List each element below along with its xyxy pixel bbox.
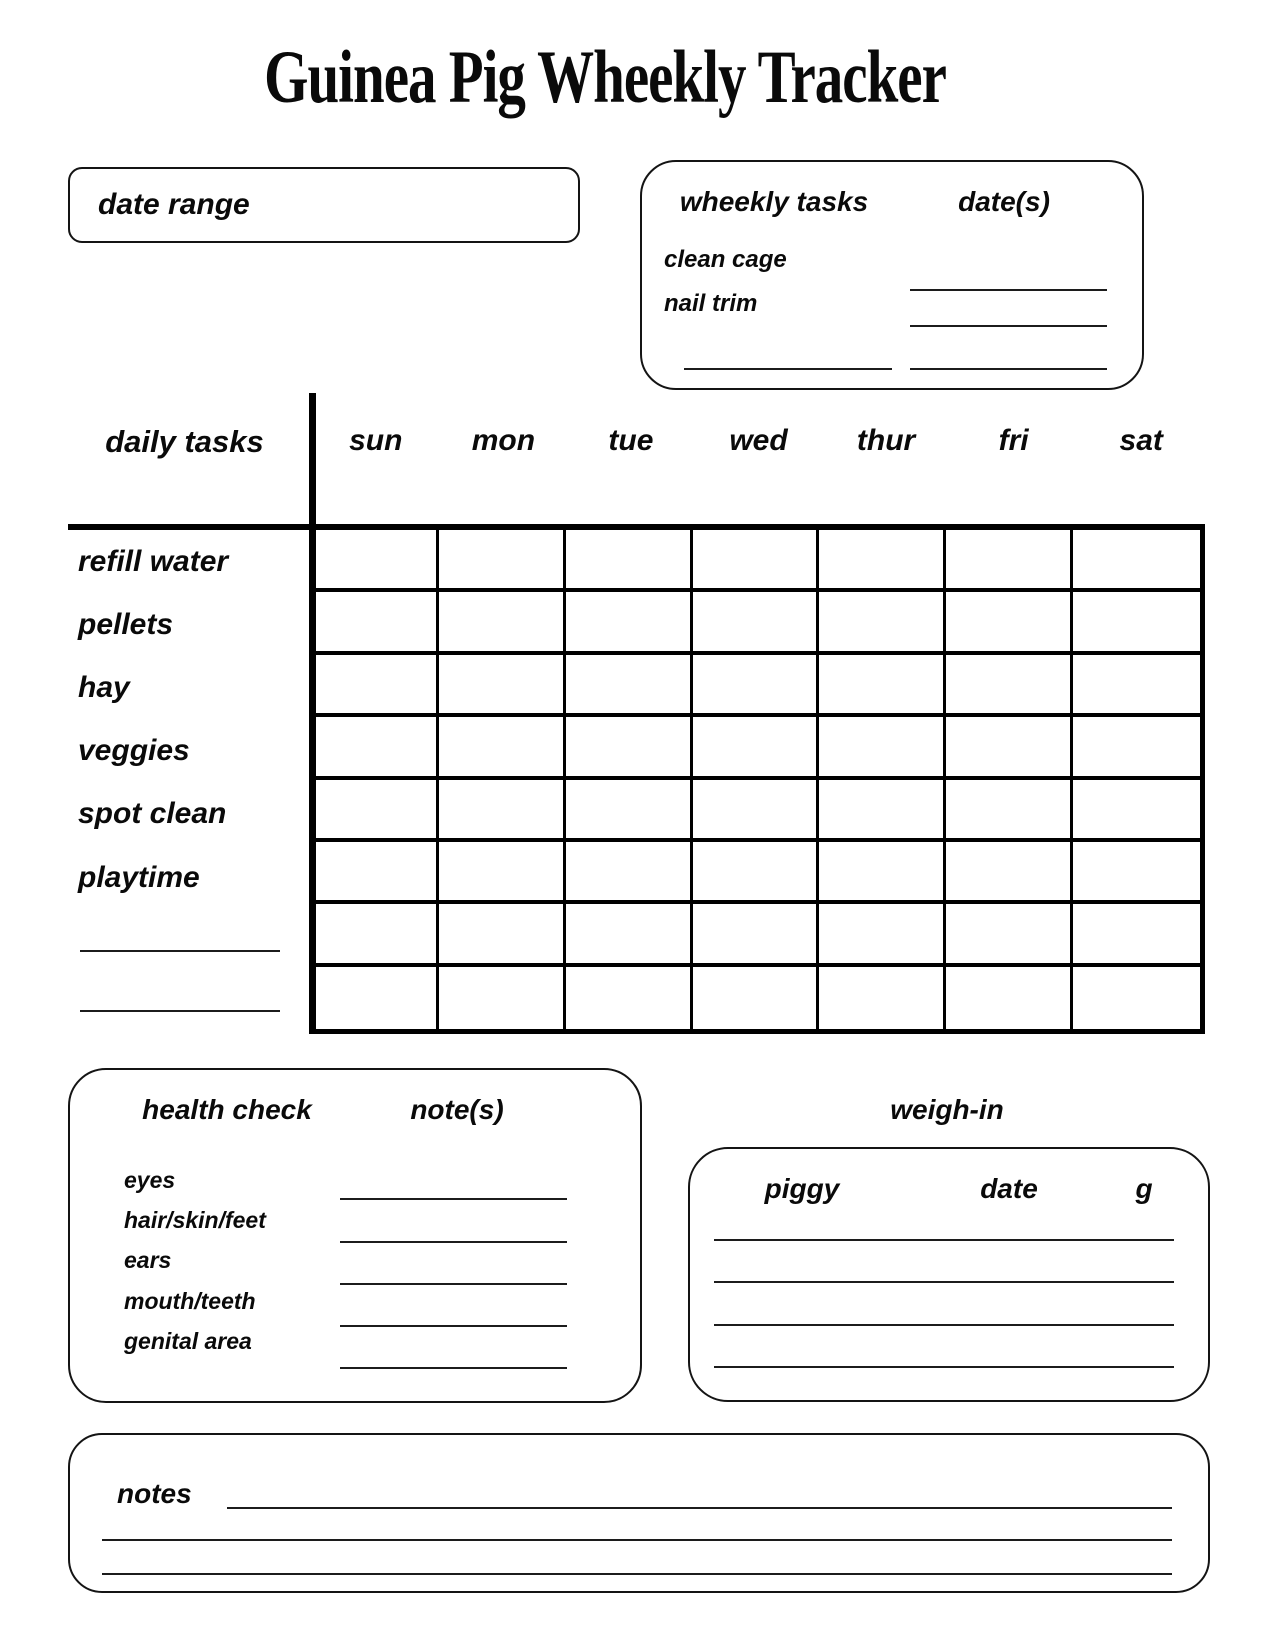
weigh-in-blank-line: [714, 1241, 1174, 1284]
grid-cell: [819, 904, 946, 966]
grid-cell: [312, 530, 439, 592]
grid-cell: [819, 655, 946, 717]
grid-cell: [439, 780, 566, 842]
grid-cell: [566, 717, 693, 779]
health-check-item: eyes: [124, 1166, 176, 1193]
grid-cell: [946, 842, 1073, 904]
grid-cell: [946, 904, 1073, 966]
grid-cell: [312, 904, 439, 966]
grid-cell: [819, 967, 946, 1029]
grid-cell: [1073, 655, 1200, 717]
grid-cell: [693, 967, 820, 1029]
health-check-item: mouth/teeth: [124, 1287, 256, 1314]
date-blank-line: [910, 325, 1107, 327]
weekly-tasks-box: [640, 160, 1144, 390]
grid-cell: [439, 592, 566, 654]
day-header: tue: [608, 424, 654, 457]
grid-cell: [439, 842, 566, 904]
grid-cell: [566, 530, 693, 592]
grid-cell: [566, 967, 693, 1029]
weekly-tasks-header: wheekly tasks: [679, 186, 869, 217]
grid-cell: [312, 842, 439, 904]
health-notes-header: note(s): [410, 1094, 504, 1125]
weekly-task-label: nail trim: [664, 290, 758, 317]
weigh-in-box: [688, 1147, 1210, 1402]
weekly-dates-header: date(s): [958, 186, 1050, 217]
grid-cell: [693, 780, 820, 842]
day-header: thur: [856, 424, 916, 457]
note-blank-line: [340, 1200, 567, 1242]
weigh-in-blank-line: [714, 1198, 1174, 1241]
grid-cell: [1073, 967, 1200, 1029]
grid-cell: [946, 592, 1073, 654]
daily-task-label: spot clean: [78, 797, 227, 831]
grid-cell: [439, 530, 566, 592]
grid-cell: [693, 655, 820, 717]
daily-tasks-header: daily tasks: [105, 424, 264, 459]
day-header-row: [312, 424, 1205, 458]
daily-task-list: [78, 530, 303, 909]
grid-cell: [439, 904, 566, 966]
grid-cell: [312, 655, 439, 717]
grid-cell: [946, 780, 1073, 842]
grid-cell: [1073, 717, 1200, 779]
day-header: sat: [1119, 424, 1163, 457]
grid-cell: [312, 780, 439, 842]
notes-blank-line: [102, 1573, 1172, 1575]
grid-cell: [819, 717, 946, 779]
date-blank-line: [910, 368, 1107, 370]
grid-cell: [312, 592, 439, 654]
note-blank-line: [340, 1243, 567, 1285]
grid-cell: [566, 904, 693, 966]
health-check-items: [124, 1160, 266, 1361]
grid-cell: [312, 967, 439, 1029]
grid-cell: [693, 530, 820, 592]
grid-cell: [1073, 904, 1200, 966]
daily-task-label: pellets: [78, 607, 174, 641]
grid-cell: [946, 655, 1073, 717]
grid-cell: [566, 592, 693, 654]
grid-cell: [1073, 592, 1200, 654]
notes-blank-line: [227, 1507, 1172, 1509]
day-header: sun: [349, 424, 403, 457]
note-blank-line: [340, 1158, 567, 1200]
daily-task-grid: [312, 530, 1205, 1034]
date-blank-line: [910, 289, 1107, 291]
grid-cell: [566, 842, 693, 904]
health-check-item: hair/skin/feet: [124, 1206, 266, 1233]
grid-cell: [693, 842, 820, 904]
health-check-header: health check: [142, 1094, 312, 1125]
health-check-box: [68, 1068, 642, 1403]
grid-cell: [946, 717, 1073, 779]
notes-header: notes: [117, 1478, 192, 1509]
grid-cell: [439, 717, 566, 779]
daily-task-label: veggies: [78, 734, 190, 768]
day-header: mon: [471, 424, 536, 457]
weekly-task-label: clean cage: [664, 246, 787, 273]
weigh-in-col-piggy: piggy: [764, 1173, 840, 1204]
date-range-box: [68, 167, 580, 243]
grid-cell: [819, 592, 946, 654]
health-note-lines: [340, 1158, 567, 1369]
page-title: Guinea Pig Wheekly Tracker: [264, 36, 946, 120]
day-header: fri: [998, 424, 1029, 457]
grid-cell: [1073, 842, 1200, 904]
task-blank-line: [80, 952, 280, 1012]
day-header: wed: [729, 424, 788, 457]
notes-box: [68, 1433, 1210, 1593]
task-blank-line: [80, 892, 280, 952]
date-range-label: date range: [98, 188, 250, 221]
daily-task-blank-lines: [80, 892, 280, 1012]
weigh-in-header: weigh-in: [890, 1094, 1004, 1125]
daily-task-label: refill water: [78, 544, 229, 578]
grid-cell: [1073, 530, 1200, 592]
grid-cell: [946, 530, 1073, 592]
grid-cell: [312, 717, 439, 779]
extra-task-blank-line: [684, 368, 892, 370]
grid-cell: [693, 717, 820, 779]
grid-cell: [1073, 780, 1200, 842]
weigh-in-entry-lines: [714, 1198, 1174, 1368]
note-blank-line: [340, 1285, 567, 1327]
grid-cell: [439, 655, 566, 717]
grid-cell: [566, 780, 693, 842]
weigh-in-blank-line: [714, 1283, 1174, 1326]
note-blank-line: [340, 1327, 567, 1369]
daily-task-label: hay: [78, 670, 130, 704]
grid-cell: [819, 530, 946, 592]
grid-cell: [946, 967, 1073, 1029]
health-check-item: ears: [124, 1247, 172, 1274]
notes-blank-line: [102, 1539, 1172, 1541]
weigh-in-col-date: date: [980, 1173, 1038, 1204]
grid-cell: [819, 780, 946, 842]
grid-cell: [439, 967, 566, 1029]
grid-cell: [693, 592, 820, 654]
daily-task-label: playtime: [78, 860, 200, 894]
grid-cell: [819, 842, 946, 904]
grid-cell: [566, 655, 693, 717]
weigh-in-col-grams: g: [1135, 1173, 1153, 1204]
grid-cell: [693, 904, 820, 966]
weigh-in-blank-line: [714, 1326, 1174, 1369]
health-check-item: genital area: [124, 1327, 252, 1354]
